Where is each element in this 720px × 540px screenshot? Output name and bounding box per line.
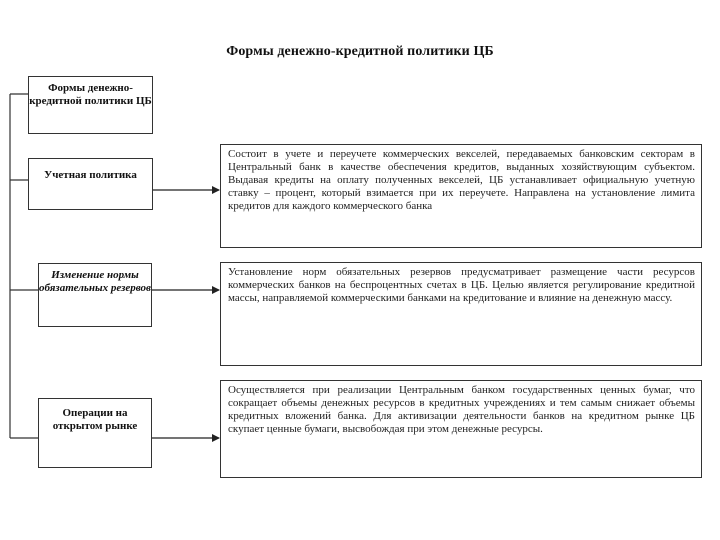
diagram-title: Формы денежно-кредитной политики ЦБ <box>226 44 494 59</box>
header-box-label: Формы денежно-кредитной политики ЦБ <box>29 82 152 107</box>
description-box-open-market <box>220 380 702 478</box>
header-box <box>28 76 153 134</box>
description-box-reserve-requirements <box>220 262 702 366</box>
form-box-open-market <box>38 398 152 468</box>
form-box-reserve-requirements <box>38 263 152 327</box>
form-name: Операции на открытом рынке <box>52 407 138 432</box>
form-box-discount-policy <box>28 158 153 210</box>
description-box-discount-policy <box>220 144 702 248</box>
form-description: Состоит в учете и переучете коммерческих векселей, передаваемых банковским секторам в Центральный банк в качестве обеспечения кредитов, выданных хозяйствующим субъектом. Выдавая кредиты на оплату полученных векселей, ЦБ устанавливает официальную учетную ставку – процент, который взимается при их переучете. Направлена на установление лимита кредитов для каждого коммерческого банка <box>228 148 695 212</box>
form-description: Осуществляется при реализации Центральным банком государственных ценных бумаг, что сокращает объемы денежных ресурсов в кредитных учреждениях и тем самым снижает объемы кредитных вложений банка. Для активизации деятельности банков на кредитном рынке ЦБ скупает ценные бумаги, высвобождая при этом денежные ресурсы. <box>228 384 695 435</box>
form-name: Учетная политика <box>44 169 137 181</box>
form-name: Изменение нормы обязательных резервов <box>39 269 151 294</box>
form-description: Установление норм обязательных резервов предусматривает размещение части ресурсов коммерческих банков на беспроцентных счетах в ЦБ. Целью является регулирование кредитной массы, направляемой коммерческими банками на кредитование и влияние на денежную массу. <box>228 266 695 304</box>
